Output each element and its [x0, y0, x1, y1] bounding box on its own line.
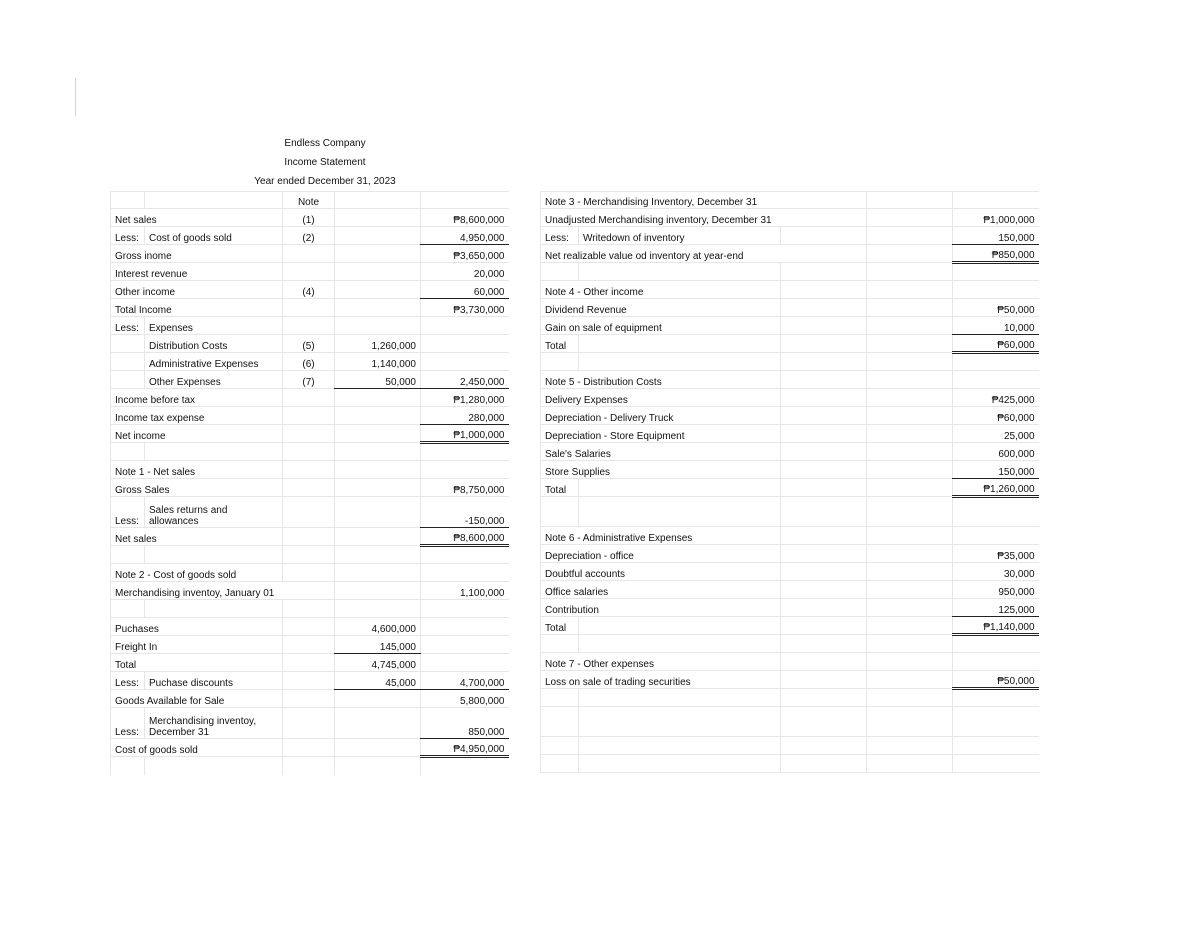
- table-row: [111, 497, 509, 528]
- amount: ₱1,280,000: [421, 389, 509, 407]
- row-label: Puchase discounts: [145, 672, 283, 690]
- amount: 600,000: [953, 443, 1039, 461]
- table-row: [541, 389, 1039, 407]
- table-row: [541, 371, 1039, 389]
- table-row: [541, 192, 1039, 209]
- table-row: [541, 479, 1039, 497]
- note-title: Note 7 - Other expenses: [541, 653, 781, 671]
- row-label: Net realizable value od inventory at year-end: [541, 245, 867, 263]
- row-label: Cost of goods sold: [145, 227, 283, 245]
- row-label: Writedown of inventory: [579, 227, 781, 245]
- row-label: Interest revenue: [111, 263, 283, 281]
- row-label: Total Income: [111, 299, 283, 317]
- table-row: [111, 600, 509, 618]
- amount: -150,000: [421, 497, 509, 528]
- row-label: Depreciation - Delivery Truck: [541, 407, 781, 425]
- table-row: [111, 227, 509, 245]
- row-label: Net sales: [111, 209, 283, 227]
- table-row: [111, 263, 509, 281]
- table-row: [111, 654, 509, 672]
- amount: 25,000: [953, 425, 1039, 443]
- amount: 20,000: [421, 263, 509, 281]
- table-row: [111, 299, 509, 317]
- note-title: Note 2 - Cost of goods sold: [111, 564, 283, 582]
- row-label: Total: [541, 479, 579, 497]
- income-statement-table: [110, 191, 509, 775]
- table-row: [541, 599, 1039, 617]
- note-ref: (1): [283, 209, 335, 227]
- table-row: [541, 317, 1039, 335]
- table-row: [111, 582, 509, 600]
- row-label: Sales returns and allowances: [145, 497, 283, 528]
- amount: 50,000: [335, 371, 421, 389]
- table-row: [541, 707, 1039, 737]
- amount: ₱8,600,000: [421, 528, 509, 546]
- row-label: Gross inome: [111, 245, 283, 263]
- table-row: [541, 737, 1039, 755]
- amount: ₱1,140,000: [953, 617, 1039, 635]
- table-row: [541, 263, 1039, 281]
- amount: ₱3,730,000: [421, 299, 509, 317]
- less-label: Less:: [111, 672, 145, 690]
- row-label: Total: [111, 654, 283, 672]
- note-ref: (5): [283, 335, 335, 353]
- row-label: Store Supplies: [541, 461, 781, 479]
- amount: ₱1,260,000: [953, 479, 1039, 497]
- row-label: Doubtful accounts: [541, 563, 781, 581]
- table-row: [541, 281, 1039, 299]
- note-title: Note 4 - Other income: [541, 281, 781, 299]
- less-label: Less:: [111, 227, 145, 245]
- amount: 950,000: [953, 581, 1039, 599]
- row-label: Net sales: [111, 528, 283, 546]
- row-label: Cost of goods sold: [111, 739, 283, 757]
- row-label: Distribution Costs: [145, 335, 283, 353]
- row-label: Unadjusted Merchandising inventory, December 31: [541, 209, 867, 227]
- amount: ₱1,000,000: [421, 425, 509, 443]
- row-label: Depreciation - office: [541, 545, 781, 563]
- table-row: [111, 443, 509, 461]
- amount: ₱425,000: [953, 389, 1039, 407]
- less-label: Less:: [111, 317, 145, 335]
- table-row: [541, 653, 1039, 671]
- amount: 150,000: [953, 227, 1039, 245]
- note-title: Note 3 - Merchandising Inventory, December 31: [541, 192, 867, 209]
- table-row: [541, 245, 1039, 263]
- row-label: Other Expenses: [145, 371, 283, 389]
- amount: ₱60,000: [953, 407, 1039, 425]
- row-label: Sale's Salaries: [541, 443, 781, 461]
- row-label: Delivery Expenses: [541, 389, 781, 407]
- amount: 10,000: [953, 317, 1039, 335]
- amount: 1,260,000: [335, 335, 421, 353]
- amount: 1,140,000: [335, 353, 421, 371]
- table-row: [111, 708, 509, 739]
- amount: 4,700,000: [421, 672, 509, 690]
- table-row: [541, 671, 1039, 689]
- row-label: Total: [541, 617, 579, 635]
- note-ref: (4): [283, 281, 335, 299]
- table-row: [541, 425, 1039, 443]
- table-row: [111, 757, 509, 775]
- table-row: [111, 546, 509, 564]
- table-row: [541, 581, 1039, 599]
- table-row: [541, 227, 1039, 245]
- amount: ₱4,950,000: [421, 739, 509, 757]
- row-label: Merchandising inventoy, January 01: [111, 582, 335, 600]
- row-label: Net income: [111, 425, 283, 443]
- row-label: Other income: [111, 281, 283, 299]
- amount: 4,745,000: [335, 654, 421, 672]
- table-row: [111, 407, 509, 425]
- amount: ₱1,000,000: [953, 209, 1039, 227]
- amount: 5,800,000: [421, 690, 509, 708]
- amount: 145,000: [335, 636, 421, 654]
- row-label: Merchandising inventoy, December 31: [145, 708, 283, 739]
- amount: 4,950,000: [421, 227, 509, 245]
- table-row: [541, 563, 1039, 581]
- table-row: [111, 461, 509, 479]
- table-row: [111, 317, 509, 335]
- table-row: [111, 245, 509, 263]
- table-row: [541, 407, 1039, 425]
- note-ref: (7): [283, 371, 335, 389]
- amount: 2,450,000: [421, 371, 509, 389]
- company-name: Endless Company: [284, 138, 366, 149]
- row-label: Puchases: [111, 618, 283, 636]
- table-row: [541, 527, 1039, 545]
- row-label: Office salaries: [541, 581, 781, 599]
- note-title: Note 5 - Distribution Costs: [541, 371, 781, 389]
- table-row: [111, 389, 509, 407]
- table-row: [111, 192, 509, 209]
- amount: ₱35,000: [953, 545, 1039, 563]
- row-label: Income tax expense: [111, 407, 283, 425]
- statement-period: Year ended December 31, 2023: [254, 176, 396, 187]
- table-row: [541, 461, 1039, 479]
- table-row: [111, 425, 509, 443]
- table-row: [541, 689, 1039, 707]
- amount: ₱850,000: [953, 245, 1039, 263]
- table-row: [541, 497, 1039, 527]
- row-label: Contribution: [541, 599, 781, 617]
- row-label: Freight In: [111, 636, 283, 654]
- note-ref: (2): [283, 227, 335, 245]
- row-label: Administrative Expenses: [145, 353, 283, 371]
- table-row: [541, 635, 1039, 653]
- less-label: Less:: [111, 497, 145, 528]
- note-ref: (6): [283, 353, 335, 371]
- row-label: Total: [541, 335, 579, 353]
- table-row: [111, 209, 509, 227]
- amount: 1,100,000: [421, 582, 509, 600]
- table-row: [111, 353, 509, 371]
- amount: 30,000: [953, 563, 1039, 581]
- table-row: [111, 618, 509, 636]
- amount: 125,000: [953, 599, 1039, 617]
- note-column-header: Note: [283, 192, 335, 209]
- table-row: [111, 739, 509, 757]
- table-row: [111, 564, 509, 582]
- row-label: Depreciation - Store Equipment: [541, 425, 781, 443]
- table-row: [541, 353, 1039, 371]
- row-label: Loss on sale of trading securities: [541, 671, 781, 689]
- amount: ₱3,650,000: [421, 245, 509, 263]
- amount: ₱50,000: [953, 299, 1039, 317]
- row-label: Goods Available for Sale: [111, 690, 283, 708]
- amount: 150,000: [953, 461, 1039, 479]
- table-row: [111, 528, 509, 546]
- table-row: [541, 755, 1039, 773]
- row-label: Income before tax: [111, 389, 283, 407]
- note-title: Note 6 - Administrative Expenses: [541, 527, 781, 545]
- less-label: Less:: [541, 227, 579, 245]
- sheet-corner-divider: [75, 78, 76, 116]
- row-label: Gross Sales: [111, 479, 283, 497]
- table-row: [111, 371, 509, 389]
- amount: ₱8,750,000: [421, 479, 509, 497]
- note-title: Note 1 - Net sales: [111, 461, 283, 479]
- amount: 280,000: [421, 407, 509, 425]
- amount: 850,000: [421, 708, 509, 739]
- table-row: [541, 545, 1039, 563]
- statement-title: Income Statement: [284, 157, 366, 168]
- amount: 4,600,000: [335, 618, 421, 636]
- row-label: Dividend Revenue: [541, 299, 781, 317]
- notes-table: [540, 191, 1039, 773]
- table-row: [541, 209, 1039, 227]
- table-row: [111, 636, 509, 654]
- table-row: [541, 335, 1039, 353]
- table-row: [111, 479, 509, 497]
- less-label: Less:: [111, 708, 145, 739]
- table-row: [111, 672, 509, 690]
- row-label: Expenses: [145, 317, 283, 335]
- amount: 45,000: [335, 672, 421, 690]
- table-row: [541, 299, 1039, 317]
- table-row: [541, 617, 1039, 635]
- table-row: [111, 281, 509, 299]
- amount: ₱8,600,000: [421, 209, 509, 227]
- amount: 60,000: [421, 281, 509, 299]
- table-row: [541, 443, 1039, 461]
- amount: ₱60,000: [953, 335, 1039, 353]
- row-label: Gain on sale of equipment: [541, 317, 781, 335]
- table-row: [111, 335, 509, 353]
- table-row: [111, 690, 509, 708]
- amount: ₱50,000: [953, 671, 1039, 689]
